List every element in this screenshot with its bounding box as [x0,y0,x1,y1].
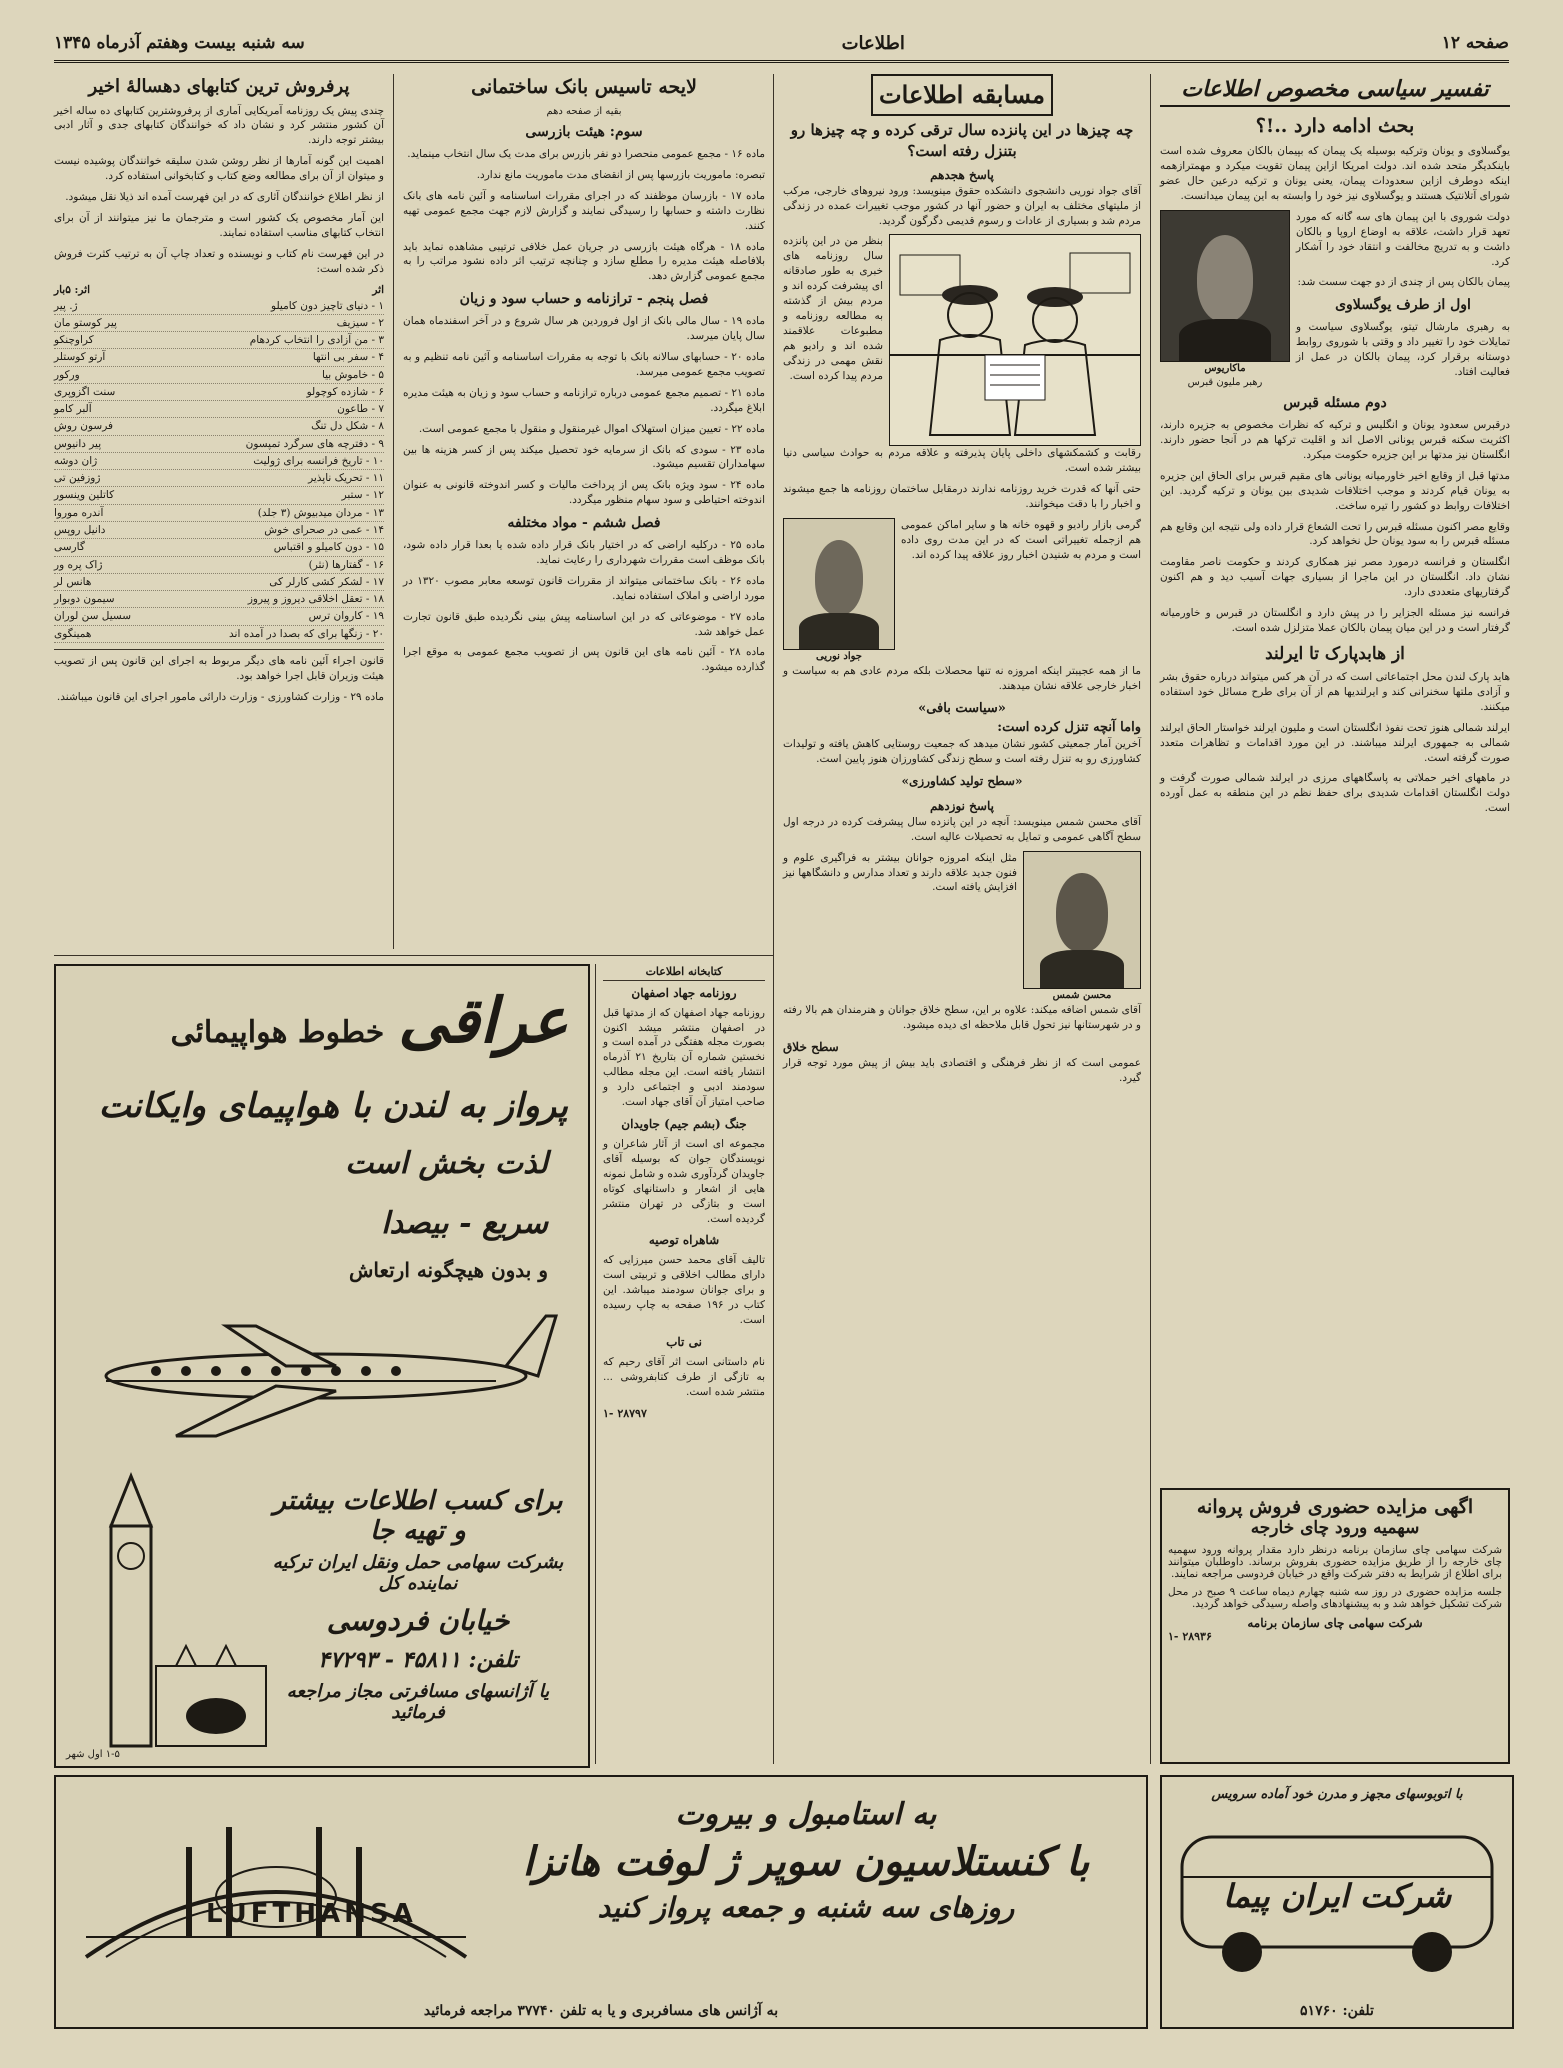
contest-paragraph: رقابت و کشمکشهای داخلی پایان پذیرفته و علاقه مردم به حوادث سیاسی دنیا بیشتر شده است. [783,447,1141,475]
books-paragraph: این آمار مخصوص یک کشور است و مترجمان ما نیز میتوانند از آن برای انتخاب کتابهای مناسب استفاده نمایند. [54,211,384,239]
bank-article: ماده ۲۲ - تعیین میزان استهلاک اموال غیرمنقول و منقول با مجمع عمومی است. [418,422,765,435]
book-author: سنت اگزوپری [54,385,116,398]
ad-slogan: و بدون هیچگونه ارتعاش [348,1258,548,1282]
issue-date: سه شنبه بیست وهفتم آذرماه ۱۳۴۵ [54,33,305,53]
book-author: آندره موروا [54,506,104,519]
book-title: ۱۱ - تحریک ناپذیر [308,472,384,485]
list-item [54,574,384,591]
library-header: کتابخانه اطلاعات [603,964,765,981]
book-title: ۱۹ - کاروان ترس [308,610,384,623]
book-author: سسیل سن لوران [54,610,132,623]
tea-auction-ad [1160,1488,1510,1764]
big-ben-illustration [76,1466,276,1756]
book-title: ۳ - من آزادی را انتخاب کردهام [249,334,384,347]
politics-paragraph: درقبرس سعدود یونان و انگلیس و ترکیه که نظرات مخصوص به جزیره دارند، اکثریت سکنه قبرس یونانی الاصل اند و اقلیت ترکها هم در آنجا حضور دارند. انگلستان نیز مدتها بر این جزیره حکومت میکرد. [1160,419,1510,461]
book-title: ۱۳ - مردان میدبیوش (۳ جلد) [257,506,384,519]
contest-paragraph: عمومی است که از نظر فرهنگی و اقتصادی باید بیش از پیش مورد توجه قرار گیرد. [783,1056,1141,1084]
column-rule [1150,74,1151,1764]
book-title: ۱۴ - عمی در صحرای خوش [264,523,384,536]
contest-paragraph: آقای محسن شمس مینویسد: آنچه در این پانزده سال پیشرفت کرده در درجه اول سطح آگاهی عمومی و تمایل به تحصیلات عالیه است. [783,815,1141,843]
bank-article: ماده ۲۴ - سود ویژه بانک پس از پرداخت مالیات و کسر اندوخته قانونی به عنوان اندوخته احتیاطی و سود سهام منظور میگردد. [403,479,765,507]
book-review-body: تالیف آقای محمد حسن میرزایی که دارای مطالب اخلاقی و تربیتی است و برای جوانان سودمند میباشد. این کتاب در ۱۹۶ صفحه به چاپ رسیده است. [603,1254,765,1327]
contest-question: چه چیزها در این پانزده سال ترقی کرده و چه چیزها رو بتنزل رفته است؟ [790,121,1134,161]
library-code: ۲۸۷۹۷ -۱ [603,1406,647,1420]
airline-title: خطوط هواپیمائی [170,1015,385,1050]
book-title: ۱۶ - گفتارها (نثر) [308,558,384,571]
bank-article: ماده ۱۹ - سال مالی بانک از اول فروردین هر سال شروع و در آخر اسفندماه همان سال پایان میرسد. [403,315,765,343]
bank-title: لایحه تاسیس بانک ساختمانی [471,76,697,98]
photo-caption-sub: رهبر ملیون قبرس [1187,377,1263,389]
list-item [54,505,384,522]
tea-ad-body: جلسه مزایده حضوری در روز سه شنبه چهارم دیماه ساعت ۹ صبح در محل شرکت تشکیل خواهد شد و به پیشنهادهای واصله رسیدگی خواهد گردید. [1168,1586,1502,1610]
book-title: ۲۰ - زنگها برای که بصدا در آمده اند [229,627,384,640]
ad-tagline: با اتوبوسهای مجهز و مدرن خود آماده سرویس [1211,1787,1463,1802]
list-item [54,367,384,384]
book-author: همینگوی [54,627,92,640]
books-list-header [54,283,384,298]
contest-subheading: «سیاست بافی» [918,701,1006,717]
politics-paragraph: در ماههای اخیر حملاتی به پاسگاههای مرزی در ایرلند شمالی صورت گرفت و دولت انگلستان اقدامات شدیدی برای حفظ نظم در این منطقه به عمل آورده است. [1160,772,1510,815]
book-title: ۱۸ - تعقل اخلاقی دیروز و پیروز [247,593,384,606]
bank-article: ماده ۲۷ - موضوعاتی که در این اساسنامه پیش بینی نگردیده طبق قانون تجارت عمل خواهد شد. [403,610,765,638]
bank-continued: بقیه از صفحه دهم [546,105,622,117]
contest-paragraph: آقای شمس اضافه میکند: علاوه بر این، سطح خلاق جوانان و هنرمندان هم بالا رفته و در شهرستانها نیز تحول قابل ملاحظه ای دیده میشود. [783,1003,1141,1031]
bank-article: ماده ۲۰ - حسابهای سالانه بانک با توجه به مقررات اساسنامه و آئین نامه تنظیم و به تصویب مجمع عمومی میرسد. [403,350,765,378]
list-item [54,626,384,643]
book-author: پیر کوستو مان [54,316,117,329]
book-author: پیر دانیوس [54,437,102,450]
section-rule [54,955,773,956]
ad-address: خیابان فردوسی [326,1604,510,1637]
column-rule [773,74,774,1764]
iraqi-airways-ad [54,964,590,1768]
bestseller-list [54,298,384,643]
book-title: ۱۲ - ستبر [341,489,384,502]
politics-paragraph: دولت شوروی با این پیمان های سه گانه که مورد تعهد قرار داشت، علاقه به اوضاع اروپا و بالکان داشت و به تدریج مخالفت و انتقاد خود را آشکار کرد. [1296,210,1510,268]
bank-column [403,74,765,681]
list-item [54,298,384,315]
list-header-right: اثر [372,283,384,296]
makarios-photo [1160,210,1290,362]
column-rule [595,964,596,1764]
ad-headline: به استامبول و بیروت [675,1797,937,1832]
books-paragraph: اهمیت این گونه آمارها از نظر روشن شدن سلیقه خوانندگان پوشیده نیست و میتوان از آن برای مطالعه وضع کتاب و کتابخوانی استفاده کرد. [54,155,384,183]
book-title: ۴ - سفر بی انتها [312,351,384,364]
bank-article: ماده ۲۵ - درکلیه اراضی که در اختیار بانک قرار داده شده یا بعدا قرار داده شود، بانک موظف است مقررات شهرداری را رعایت نماید. [403,539,765,566]
list-header-left: اثر: ۵بار [54,283,91,296]
books-paragraph: در این فهرست نام کتاب و نویسنده و تعداد چاپ آن به ترتیب کثرت فروش ذکر شده است: [54,247,384,275]
ad-slogan: لذت بخش است [345,1146,548,1181]
bank-article: ماده ۱۷ - بازرسان موظفند که در اجرای مقررات اساسنامه و آئین نامه های بانک نظارت داشته و حسابها را رسیدگی نمایند و گزارش لازم جهت مجمع عمومی تهیه کنند. [403,189,766,232]
politics-paragraph: انگلستان و فرانسه درمورد مصر نیز همکاری کردند و حکومت ناصر مقاومت نشان داد. انگلستان در این ماجرا از بسیاری جهات آسیب دید و هم اکنون گرفتاریهای متعددی دارد. [1160,556,1510,599]
tea-ad-title: اگهی مزایده حضوری فروش پروانه [1196,1496,1474,1518]
contest-paragraph: آخرین آمار جمعیتی کشور نشان میدهد که جمعیت روستایی کاهش یافته و تولیدات کشاورزی رو به تنزل رفته است و سطح زندگی کشاورزان هنوز پایین است. [783,737,1141,765]
politics-paragraph: ایرلند شمالی هنوز تحت نفوذ انگلستان است و ملیون ایرلند خواستار الحاق ایرلند شمالی به جمهوری ایرلند میباشند. در این مورد اقدامات و تظاهرات متعدد صورت گرفته است. [1160,721,1510,764]
books-column [54,74,384,711]
list-item [54,332,384,349]
company-name: شرکت ایران پیما [1222,1877,1452,1915]
list-item [54,487,384,504]
portrait-photo [1023,851,1141,989]
bank-section: فصل پنجم - ترازنامه و حساب سود و زیان [459,291,709,308]
politics-paragraph: هاید پارک لندن محل اجتماعاتی است که در آن هر کس میتواند درباره حقوق بشر و آزادی ملتها سخنرانی کند و ایرلندیها هم از آن برای طرح مسائل خود استفاده میکنند. [1160,670,1510,713]
list-item [54,349,384,366]
paper-name: اطلاعات [841,32,905,54]
book-author: هانس لر [54,575,92,588]
list-item [54,453,384,470]
politics-column [1160,74,1510,822]
politics-banner: تفسیر سیاسی مخصوص اطلاعات [1160,74,1510,107]
book-author: ژاک پره ور [54,558,103,571]
book-review-body: نام داستانی است اثر آقای رحیم که به تازگی از طرف کتابفروشی ... منتشر شده است. [603,1356,765,1398]
airline-logo: عراقی [398,984,568,1057]
bank-article: تبصره: ماموریت بازرسها پس از انقضای مدت ماموریت مانع ندارد. [476,168,765,181]
ad-info: یا آژانسهای مسافرتی مجاز مراجعه فرمائید [286,1681,550,1723]
books-title: پرفروش ترین کتابهای دهسالهٔ اخیر [88,76,350,97]
book-review-title: نی تاب [666,1335,702,1350]
ad-info: بشرکت سهامی حمل ونقل ایران ترکیه نماینده کل [272,1552,564,1594]
book-author: ورکور [54,368,80,381]
ad-headline: با کنستلاسیون سوپر ژ لوفت هانزا [522,1838,1090,1885]
column-rule [393,74,394,949]
politics-subheading: از هابدپارک تا ایرلند [1265,643,1405,664]
ad-slogan: سریع - بیصدا [381,1206,548,1241]
book-title: ۹ - دفترچه های سرگرد تمپسون [245,437,384,450]
answer-heading: پاسخ نوزدهم [930,798,994,813]
cartoon-illustration [889,234,1141,446]
list-item [54,591,384,608]
bank-article: ماده ۱۸ - هرگاه هیئت بازرسی در جریان عمل خلافی ترتیبی مشاهده نماید باید بلافاصله هیئت مدیره را مطلع سازد و چنانچه ترتیب اثر داده نشود مراتب را به مجمع عمومی گزارش دهد. [403,240,765,283]
book-title: ۱۷ - لشکر کشی کارلر کی [269,575,384,588]
list-item [54,384,384,401]
books-paragraph: ماده ۲۹ - وزارت کشاورزی - وزارت دارائی مامور اجرای این قانون میباشند. [56,690,384,703]
answer-heading: پاسخ هجدهم [930,167,994,182]
bank-article: ماده ۲۳ - سودی که بانک از سرمایه خود تحصیل میکند پس از کسر هزینه ها بین سهامداران تقسیم میشود. [403,443,765,471]
list-item [54,470,384,487]
masthead [54,26,1509,63]
bank-section: سوم: هیئت بازرسی [525,124,643,141]
list-item [54,522,384,539]
contest-paragraph: گرمی بازار رادیو و قهوه خانه ها و سایر اماکن عمومی هم ازجمله تغییراتی است که در این مدت روی داده است و مردم به شنیدن اخبار روز علاقه پیدا کرده اند. [901,519,1141,561]
politics-paragraph: فرانسه نیز مسئله الجزایر را در پیش دارد و انگلستان در قبرس و خاورمیانه گرفتار است و در این میان پیمان بالکان عملا متزلزل شده است. [1160,607,1510,634]
list-item [54,608,384,625]
book-title: ۶ - شازده کوچولو [306,385,384,398]
book-author: ژان دوشه [54,454,98,467]
tea-ad-subtitle: سهمیه ورود چای خارجه [1250,1518,1420,1538]
list-item [54,418,384,435]
book-author: ژوزفین تی [54,472,101,485]
lufthansa-brand: LUFTHANSA [206,1899,417,1929]
tea-ad-signature: شرکت سهامی چای سازمان برنامه [1247,1616,1423,1630]
books-paragraph: چندی پیش یک روزنامه آمریکایی آماری از پرفروشترین کتابهای ده ساله اخیر آن کشور منتشر کرد و نشان داد که خوانندگان کتابهای جدی و آثار ادبی بیشتر توجه دارند. [54,104,384,147]
politics-paragraph: وقایع مصر اکنون مسئله قبرس را تحت الشعاع قرار داده ولی نتیجه این وقایع هم مسئله قبرس را به سود یونان حل نخواهد کرد. [1160,520,1510,548]
politics-paragraph: به رهبری مارشال تیتو، یوگسلاوی سیاست و تمایلات خود را تغییر داد و وقتی با شوروی روابط دوستانه برقرار کرد، پیمان بالکان در عمل از فعالیت افتاد. [1296,321,1510,378]
photo-caption: محسن شمس [1052,989,1112,1001]
book-author: کراوچنکو [54,334,94,347]
book-title: ۸ - شکل دل تنگ [311,420,384,433]
bank-article: ماده ۲۱ - تصمیم مجمع عمومی درباره ترازنامه و حساب سود و زیان به هیئت مدیره ابلاغ میگردد. [403,386,766,414]
politics-subheading: دوم مسئله قبرس [1283,395,1387,412]
books-paragraph: قانون اجراء آئین نامه های دیگر مربوط به اجرای این قانون پس از تصویب هیئت وزیران قابل اجرا خواهد بود. [54,654,384,682]
library-column [603,964,765,1421]
photo-caption: جواد نوریی [816,651,862,663]
politics-paragraph: یوگسلاوی و یونان وترکیه بوسیله یک پیمان که بپیمان بالکان معروف شده است باینکدیگر متحد شده اند. دولت امریکا ازاین پیمان تقویت میکرد و مهمترازهمه اینکه دوطرف ازاین سعدودات پیمان، یعنی یونان و ترکیه درعین حال عضو شورای آتلانتیک هستند و یوگسلاوی نیز خود را وابسته به این پیمان میدانست. [1160,145,1510,202]
airplane-illustration [76,1296,566,1446]
ad-slogan: پرواز به لندن با هواپیمای وایکانت [98,1086,568,1126]
ad-phone: تلفن: ۴۵۸۱۱ - ۴۷۲۹۳ [318,1647,518,1673]
contest-paragraph: بنظر من در این پانزده سال روزنامه های خبری به طور صادقانه ای پیشرفت کرده اند و مردم بیش از گذشته به مطالعه روزنامه و مطبوعات علاقمند شده اند و رادیو هم نقش مهمی در زندگی مردم پیدا کرده است. [783,235,883,382]
list-item [54,401,384,418]
bank-article: ماده ۱۶ - مجمع عمومی منحصرا دو نفر بازرس برای مدت یک سال انتخاب مینماید. [407,148,765,161]
book-title: ۱۵ - دون کامیلو و اقتباس [273,541,384,554]
politics-subheading: اول از طرف یوگسلاوی [1335,297,1471,314]
politics-paragraph: پیمان بالکان پس از چندی از دو جهت سست شد: [1297,276,1510,289]
contest-paragraph: ما از همه عجیبتر اینکه امروزه نه تنها محصلات بلکه مردم عادی هم به سیاست و اخبار خارجی علاقه نشان میدهند. [783,665,1141,693]
page-number: صفحه ۱۲ [1441,33,1509,53]
book-title: ۷ - طاعون [337,403,384,416]
book-review-title: روزنامه جهاد اصفهان [631,985,737,1000]
contest-subheading: «سطح تولید کشاورزی» [901,773,1023,788]
lufthansa-ad [54,1775,1148,2029]
tea-ad-body: شرکت سهامی چای سازمان برنامه درنظر دارد مقدار پروانه ورود سهمیه چای خارجه را از طریق مزایده حضوری بفروش برساند. داوطلبان میتوانند برای اطلاع از شرایط به دفتر شرکت واقع در خیابان فردوسی مراجعه نمایند. [1168,1544,1502,1580]
ad-phone: تلفن: ۵۱۷۶۰ [1300,2003,1374,2019]
ad-info: برای کسب اطلاعات بیشتر و تهیه جا [273,1486,563,1546]
contest-title: مسابقه اطلاعات [871,74,1053,116]
book-title: ۲ - سیزیف [336,316,384,329]
contest-subheading: واما آنچه تنزل کرده است: [997,719,1141,735]
list-item [54,436,384,453]
book-author: کاتلین وینسور [54,489,115,502]
list-item [54,315,384,332]
book-author: سیمون دوبوار [54,593,115,606]
istanbul-skyline-illustration [66,1787,486,1987]
list-item [54,557,384,574]
book-author: آلبر کامو [54,403,92,416]
bank-article: ماده ۲۸ - آئین نامه های این قانون پس از تصویب مجمع عمومی به موقع اجرا گذارده میشود. [403,646,765,674]
contest-subheading: سطح خلاق [783,1039,839,1054]
books-paragraph: از نظر اطلاع خوانندگان آثاری که در این فهرست آمده اند ذیلا نقل میشود. [65,191,384,204]
book-review-body: مجموعه ای است از آثار شاعران و نویسندگان جوان که بوسیله آقای جاویدان گردآوری شده و شامل نمونه هایی از اشعار و داستانهای کوتاه است و بتازگی در تهران منتشر گردیده است. [603,1138,765,1225]
photo-caption: ماکاریوس [1204,362,1246,374]
book-author: فرسون روش [54,420,114,433]
book-author: آرتو کوستلر [54,351,106,364]
book-review-title: جنگ (بشم جیم) جاویدان [621,1116,747,1131]
bank-section: فصل ششم - مواد مختلفه [507,515,661,532]
contest-paragraph: آقای جواد نوریی دانشجوی دانشکده حقوق مینویسد: ورود نیروهای خارجی، مرکب از ملیتهای مختلف به ایران و حضور آنها در کشور موجب تغییرات عمده در زندگی مردم شد و بسیاری از عادات و رسوم قدیمی دگرگون گردید. [783,184,1141,227]
list-item [54,539,384,556]
book-title: ۵ - خاموش بیا [321,368,384,381]
politics-title: بحث ادامه دارد ..!؟ [1255,115,1415,138]
contest-paragraph: مثل اینکه امروزه جوانان بیشتر به فراگیری علوم و فنون جدید علاقه دارند و تعداد مدارس و دانشگاهها نیز افزایش یافته است. [783,851,1017,894]
ad-headline: روزهای سه شنبه و جمعه پرواز کنید [597,1891,1015,1924]
book-author: گارسی [54,541,85,554]
book-review-body: روزنامه جهاد اصفهان که از مدتها قبل در اصفهان منتشر میشد اکنون بصورت مجله هفتگی در آمده است و نخستین شماره آن بتاریخ ۲۱ آذرماه انتشار یافته است. این مجله مطالب سودمند ادبی و اجتماعی دارد و صاحب امتیاز آن آقای جهاد است. [603,1006,765,1109]
book-author: ژ. پیر [54,299,78,312]
portrait-photo [783,518,895,650]
book-review-title: شاهراه توصیه [648,1233,720,1248]
book-title: ۱ - دنیای تاچیز دون کامیلو [271,299,384,312]
iranpeyma-ad [1160,1775,1514,2029]
book-author: دانیل روپس [54,523,106,536]
tea-ad-code: ۲۸۹۳۶ -۱ [1168,1630,1212,1643]
ad-footer: به آژانس های مسافربری و یا به تلفن ۳۷۷۴۰ مراجعه فرمائید [423,2003,779,2019]
contest-column [783,74,1141,1091]
ad-code: ۱-۵ اول شهر [66,1749,120,1760]
bank-article: ماده ۲۶ - بانک ساختمانی میتواند از مقررات قانون توسعه معابر مصوب ۱۳۲۰ در مورد اراضی و املاک استفاده نماید. [403,574,765,602]
book-title: ۱۰ - تاریخ فرانسه برای ژولیت [253,454,384,467]
politics-paragraph: مدتها قبل از وقایع اخیر خاورمیانه یونانی های مقیم قبرس برای الحاق این جزیره به یونان قیام کردند و موجب اختلافات شدیدی بین یونان و ترکیه گردید. این اختلافات روابط دو کشور را تیره ساخت. [1160,469,1510,512]
contest-paragraph: حتی آنها که قدرت خرید روزنامه ندارند درمقابل ساختمان روزنامه ها جمع میشوند و اخبار را با دقت میخوانند. [783,483,1141,511]
